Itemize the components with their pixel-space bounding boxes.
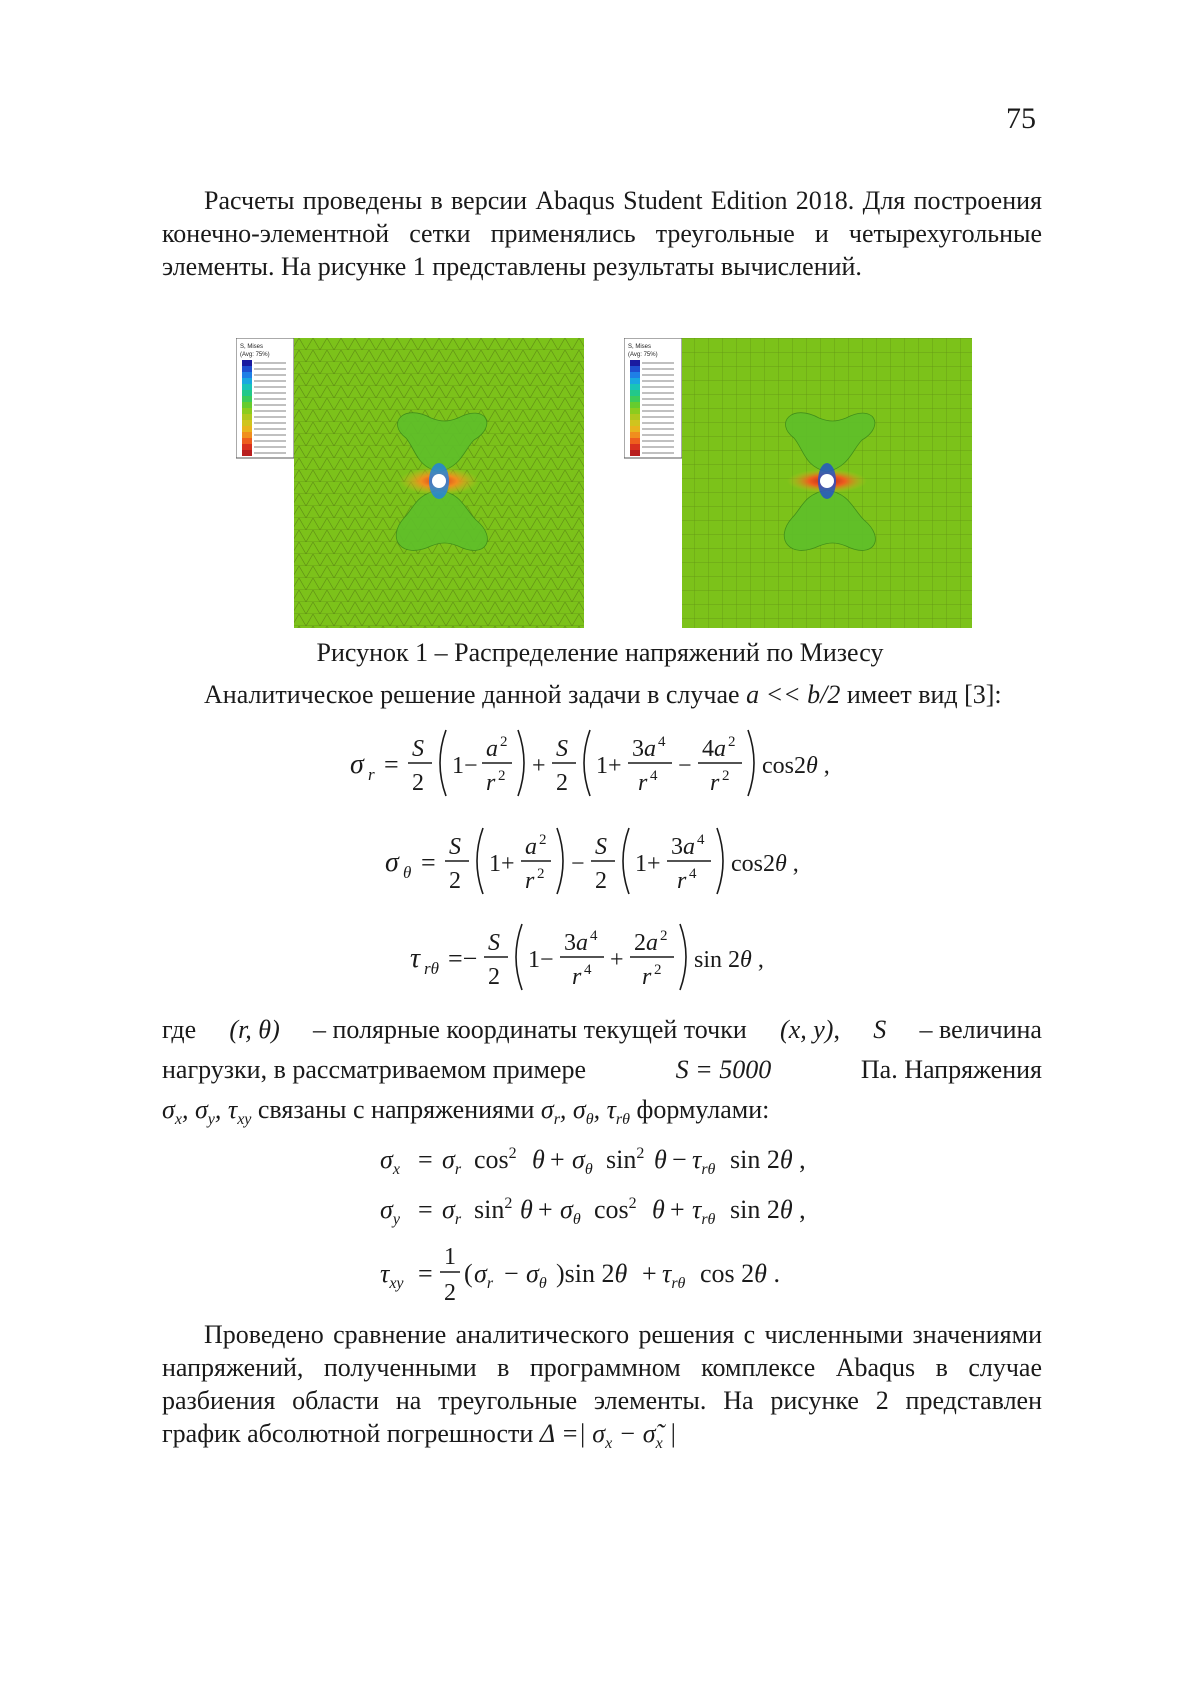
svg-text:rθ: rθ [424,959,439,978]
svg-text:θ: θ [654,1145,667,1174]
svg-text:3a: 3a [632,736,656,762]
svg-text:r: r [525,868,535,894]
legend-swatch [630,390,640,396]
legend-swatch [630,444,640,450]
legend-title: S, Mises [628,344,652,350]
svg-text:cos2: $\cos^2$ [594,1195,637,1224]
svg-text:S: S [412,736,424,762]
svg-text:r: r [368,765,375,784]
svg-text:=: = [421,848,436,877]
svg-text:cos2θ ,: cos2θ , [762,753,830,779]
svg-text:−: − [678,753,692,779]
svg-text:r: r [572,964,582,990]
svg-text:2: 2 [556,770,568,796]
legend-swatch [242,402,252,408]
figure-caption: Рисунок 1 – Распределение напряжений по Мизесу [316,638,884,667]
svg-text:τxy: $\tau_{xy}$ [380,1259,404,1292]
svg-text:=: = [418,1145,433,1174]
svg-text:cos 2θ .: cos 2θ . [700,1259,780,1288]
equation-sigma-x [0,1138,1200,1178]
legend-subtitle: (Avg: 75%) [240,352,270,358]
svg-text:2: 2 [488,964,500,990]
svg-text:+: + [538,1195,553,1224]
svg-text:1+: 1+ [489,851,515,877]
svg-text:4: 4 [658,734,666,750]
notation-line-3: $\sigma_x$, $\sigma_y$, $\tau_{xy}$ связаны с напряжениями $\sigma_r$, $\sigma_\theta$, $\tau_{r\theta}$ формулами: [162,1095,770,1129]
figure-left-triangular-mesh [236,338,588,633]
svg-text:2: 2 [449,868,461,894]
hole [820,474,834,488]
svg-text:σ: σ [385,847,399,878]
legend-swatch [242,378,252,384]
svg-text:2: 2 [539,832,547,848]
svg-text:r: r [677,868,687,894]
svg-text:4: 4 [650,768,658,784]
svg-text:2: 2 [654,962,662,978]
svg-text:σ: σ [350,749,364,780]
svg-text:cos2: $\cos^2$ [474,1145,517,1174]
legend-title: S, Mises [240,344,264,350]
paragraph-analytic-intro: Аналитическое решение данной задачи в случае a << b/2 имеет вид [3]: [204,680,1002,709]
svg-text:−: − [504,1259,519,1288]
svg-text:=: = [384,750,399,779]
svg-text:σr: $\sigma_r$ [442,1195,462,1228]
svg-text:θ: θ [520,1195,533,1224]
svg-text:1−: 1− [528,947,554,973]
svg-text:4: 4 [689,866,697,882]
svg-text:θ: θ [652,1195,665,1224]
equation-sigma-y [0,1188,1200,1228]
svg-text:σθ: $\sigma_\theta$ [526,1259,547,1292]
svg-text:−: − [672,1145,687,1174]
svg-text:2: 2 [660,928,668,944]
svg-text:θ: θ [403,863,412,882]
svg-text:r: r [638,770,648,796]
legend-swatch [242,372,252,378]
svg-text:1+: 1+ [596,753,622,779]
svg-text:r: r [486,770,496,796]
legend-swatch [242,432,252,438]
legend-swatch [630,414,640,420]
svg-text:sin 2θ ,: sin 2θ , [730,1145,806,1174]
legend-swatch [630,432,640,438]
legend-swatch [242,426,252,432]
svg-text:r: r [642,964,652,990]
svg-text:+: + [610,947,624,973]
contour-legend [236,338,294,458]
legend-swatch [242,420,252,426]
svg-text:r: r [710,770,720,796]
legend-swatch [630,408,640,414]
svg-text:+: + [550,1145,565,1174]
svg-text:2: 2 [412,770,424,796]
svg-text:τrθ: $\tau_{r\theta}$ [692,1195,716,1228]
svg-text:)sin 2θ: )sin 2θ [556,1259,628,1288]
equation-sigma-theta [0,816,1200,906]
svg-text:τrθ: $\tau_{r\theta}$ [692,1145,716,1178]
svg-text:S: S [449,834,461,860]
svg-text:2: 2 [444,1280,456,1306]
legend-swatch [630,396,640,402]
legend-subtitle: (Avg: 75%) [628,352,658,358]
legend-swatch [630,402,640,408]
svg-text:σy: $\sigma_y$ [380,1195,400,1228]
equation-sigma-r [0,718,1200,808]
svg-text:2: 2 [722,768,730,784]
svg-text:σθ: $\sigma_\theta$ [572,1145,593,1178]
svg-text:2: 2 [498,768,506,784]
legend-swatch [630,426,640,432]
svg-text:σr: $\sigma_r$ [474,1259,494,1292]
svg-text:1: 1 [444,1244,456,1270]
legend-swatch [630,384,640,390]
svg-text:sin 2θ ,: sin 2θ , [694,947,764,973]
svg-text:4: 4 [697,832,705,848]
legend-swatch [242,384,252,390]
legend-swatch [242,414,252,420]
svg-text:−: − [571,851,585,877]
svg-text:sin 2θ ,: sin 2θ , [730,1195,806,1224]
svg-text:(: ( [464,1259,473,1288]
svg-text:S: S [488,930,500,956]
svg-text:+: + [532,753,546,779]
equation-tau-r-theta [0,912,1200,1002]
legend-swatch [630,438,640,444]
svg-text:2: 2 [595,868,607,894]
svg-text:sin2: $\sin^2$ [606,1145,645,1174]
svg-text:3a: 3a [671,834,695,860]
legend-swatch [242,438,252,444]
legend-swatch [630,360,640,366]
paragraph-comparison: Проведено сравнение аналитического решения с численными значениями напряжений, полученными в программном комплексе Abaqus в случае разбиения области на треугольные элементы. На рисунке 2 представлен график абсолютной погрешности Δ =| $\sigma_x$ − $\sigmã_x$ | [162,1320,1042,1453]
svg-text:σx: $\sigma_x$ [380,1145,400,1178]
svg-text:a: a [525,834,537,860]
legend-swatch [242,408,252,414]
legend-swatch [242,444,252,450]
paragraph-notation [162,1010,1042,1140]
legend-swatch [630,366,640,372]
legend-swatch [630,450,640,456]
svg-text:S: S [595,834,607,860]
svg-text:3a: 3a [564,930,588,956]
svg-text:σθ: $\sigma_\theta$ [560,1195,581,1228]
svg-text:4: 4 [584,962,592,978]
legend-swatch [630,372,640,378]
svg-text:2: 2 [728,734,736,750]
svg-text:2a: 2a [634,930,658,956]
legend-swatch [242,390,252,396]
svg-text:a: a [486,736,498,762]
absolute-error-expression: Δ =| $\sigma_x$ − $\sigmã_x$ | [539,1419,677,1453]
legend-swatch [242,450,252,456]
hole [432,474,446,488]
legend-swatch [630,378,640,384]
equation-tau-xy [0,1238,1200,1310]
svg-text:τrθ: $\tau_{r\theta}$ [662,1259,686,1292]
figure-right-quad-mesh [624,338,976,633]
svg-text:1−: 1− [452,753,478,779]
stress-plot-quadrilateral [624,338,976,628]
condition-expression: a << b/2 [746,680,841,709]
svg-text:2: 2 [500,734,508,750]
stress-plot-triangular [236,338,588,628]
legend-swatch [242,396,252,402]
svg-text:=: = [418,1259,433,1288]
svg-text:sin2: $\sin^2$ [474,1195,513,1224]
svg-text:+: + [670,1195,685,1224]
svg-text:4a: 4a [702,736,726,762]
svg-text:+: + [642,1259,657,1288]
contour-legend [624,338,682,458]
paragraph-intro: Расчеты проведены в версии Abaqus Student Edition 2018. Для построения конечно-элементной сетки применялись треугольные и четырехугольные элементы. На рисунке 1 представлены результаты вычислений. [162,186,1042,281]
svg-text:2: 2 [537,866,545,882]
svg-text:θ: θ [532,1145,545,1174]
svg-text:σr: $\sigma_r$ [442,1145,462,1178]
svg-text:τ: τ [410,943,421,974]
legend-swatch [242,360,252,366]
svg-text:cos2θ ,: cos2θ , [731,851,799,877]
svg-text:=: = [418,1195,433,1224]
svg-text:=−: =− [448,944,478,973]
legend-swatch [242,366,252,372]
svg-text:4: 4 [590,928,598,944]
page-number: 75 [1006,102,1036,135]
svg-text:1+: 1+ [635,851,661,877]
legend-swatch [630,420,640,426]
svg-text:S: S [556,736,568,762]
notation-line-2: нагрузки, в рассматриваемом примере S = 5000 Па. Напряжения [162,1055,1042,1084]
notation-line-1: где (r, θ) – полярные координаты текущей точки (x, y), S – величина [162,1015,1042,1044]
